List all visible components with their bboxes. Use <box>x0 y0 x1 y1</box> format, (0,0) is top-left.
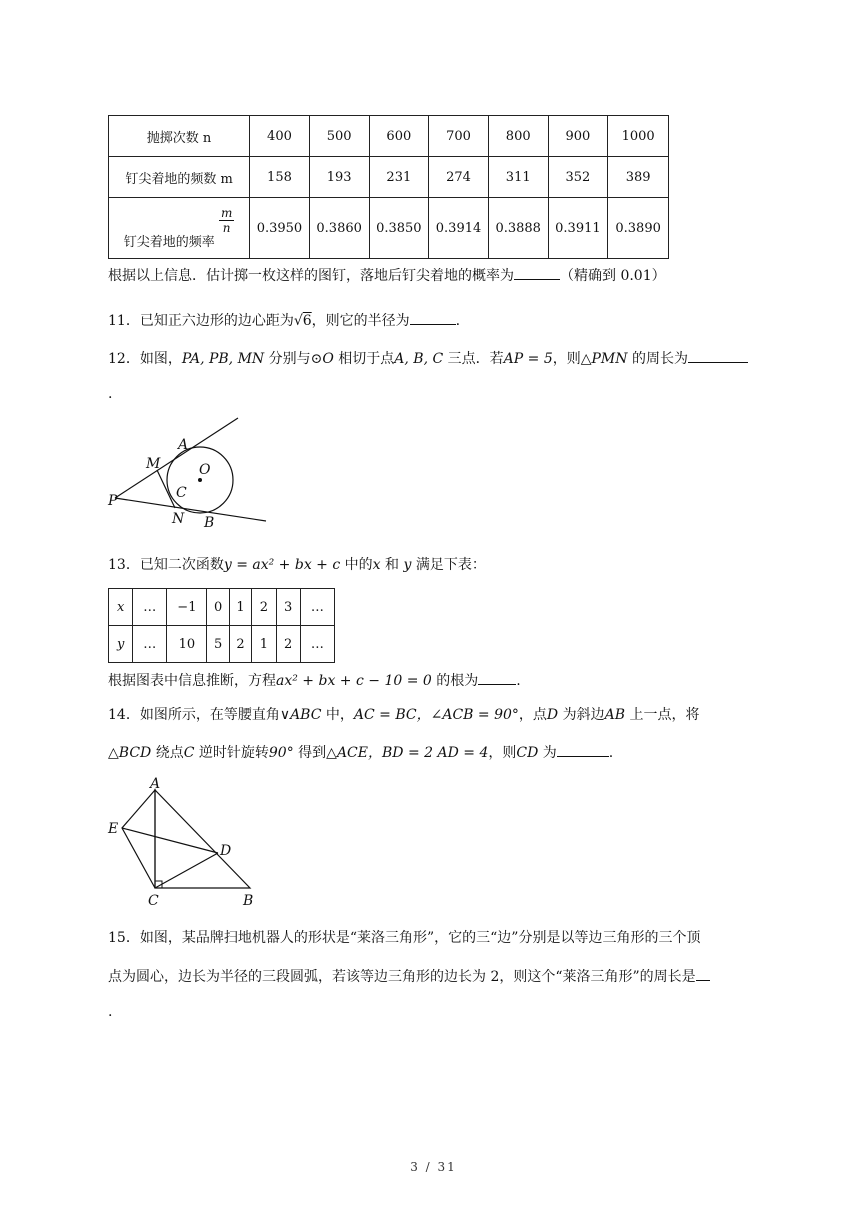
q14-math: AC = BC，∠ACB = 90° <box>353 707 519 723</box>
q13-text: 中的 <box>340 557 373 573</box>
table-cell: 231 <box>369 157 429 198</box>
q11-end: . <box>455 313 461 329</box>
table-cell: 700 <box>429 116 489 157</box>
table-cell: … <box>300 589 334 626</box>
q12-text: 12．如图， <box>108 351 182 367</box>
xy-value-table <box>108 588 335 663</box>
fraction-numerator: m <box>220 206 233 220</box>
q10-after: （精确到 0.01） <box>560 268 666 284</box>
table-cell: 2 <box>252 589 276 626</box>
answer-blank <box>410 310 456 325</box>
table-cell: 158 <box>250 157 310 198</box>
table-cell: 400 <box>250 116 310 157</box>
label-a: A <box>178 437 189 453</box>
fraction <box>219 206 234 235</box>
table-cell: 389 <box>608 157 669 198</box>
answer-blank <box>557 742 609 757</box>
segment-cd <box>155 853 218 888</box>
q14-math: 90° <box>268 745 294 761</box>
table-cell: … <box>300 626 334 663</box>
q14-math: ∨ABC <box>279 707 322 723</box>
q12-end: . <box>108 386 113 402</box>
tangent-circle-figure <box>100 410 280 535</box>
q12-text: 相切于点 <box>333 351 395 367</box>
rotation-triangle-figure <box>100 775 270 910</box>
q14-math: AB <box>604 707 625 723</box>
q12-text: 的周长为 <box>627 351 688 367</box>
row-label: 钉尖着地的频率 <box>123 235 215 250</box>
table-cell <box>109 198 250 259</box>
q14-end: . <box>608 745 614 761</box>
table-cell: 800 <box>488 116 548 157</box>
label-e: E <box>108 821 119 837</box>
q12-math: △PMN <box>580 351 628 367</box>
q13-tail <box>108 670 521 691</box>
question-14-line2 <box>108 742 613 763</box>
question-13 <box>108 555 486 575</box>
q14-math: △BCD <box>108 745 152 761</box>
sqrt-radicand: 6 <box>302 313 312 329</box>
table-cell: 0.3888 <box>488 198 548 259</box>
table-cell: 500 <box>309 116 369 157</box>
table-cell: x <box>109 589 133 626</box>
table-cell: y <box>109 626 133 663</box>
label-m: M <box>146 456 161 472</box>
q13-math: y = ax² + bx + c <box>223 557 341 573</box>
table-cell: 0.3914 <box>429 198 489 259</box>
q13-text: 和 <box>380 557 404 573</box>
table-cell: 0.3890 <box>608 198 669 259</box>
table-cell: 1 <box>252 626 276 663</box>
table-cell: 0.3860 <box>309 198 369 259</box>
q14-text: 上一点，将 <box>625 707 700 723</box>
label-b: B <box>204 515 215 531</box>
page-number: 3 / 31 <box>410 1160 457 1174</box>
tangent-line-pb <box>115 498 266 521</box>
sqrt-expression: √6 <box>293 313 312 329</box>
label-c: C <box>176 485 187 501</box>
label-d: D <box>220 843 232 859</box>
answer-blank <box>696 966 710 981</box>
q12-math: AP = 5 <box>503 351 553 367</box>
label-n: N <box>172 511 185 527</box>
q13-math: y <box>403 557 412 573</box>
table-cell: … <box>133 626 167 663</box>
q14-text: 中， <box>321 707 354 723</box>
frequency-table <box>108 115 669 259</box>
answer-blank <box>688 348 748 363</box>
question-15-line2 <box>108 966 710 987</box>
q14-text: ，点 <box>518 707 547 723</box>
q12-math: ⊙O <box>310 351 334 367</box>
label-o: O <box>199 462 211 478</box>
q12-text: 三点．若 <box>443 351 504 367</box>
table-cell: 1 <box>229 589 251 626</box>
table-cell: 352 <box>548 157 608 198</box>
q10-text: 根据以上信息．估计掷一枚这样的图钉，落地后钉尖着地的概率为 <box>108 268 514 284</box>
q11-text-b: ，则它的半径为 <box>311 313 410 329</box>
table-cell: 311 <box>488 157 548 198</box>
table-cell: 抛掷次数 n <box>109 116 250 157</box>
q13-text: 满足下表： <box>411 557 486 573</box>
question-11 <box>108 310 460 331</box>
tangent-line-mn <box>157 470 175 508</box>
q13-text: 13．已知二次函数 <box>108 557 224 573</box>
table-cell: 193 <box>309 157 369 198</box>
q14-text: 绕点 <box>151 745 184 761</box>
q13-tail-text: 根据图表中信息推断，方程 <box>108 673 276 689</box>
q14-text: 得到 <box>293 745 327 761</box>
table-cell: 900 <box>548 116 608 157</box>
table-row <box>109 157 669 198</box>
q14-text: 14．如图所示，在等腰直角 <box>108 707 280 723</box>
q11-text-a: 11．已知正六边形的边心距为 <box>108 313 294 329</box>
table-cell: 2 <box>229 626 251 663</box>
table-cell: 0.3950 <box>250 198 310 259</box>
q15-text: 点为圆心，边长为半径的三段圆弧，若该等边三角形的边长为 2，则这个“莱洛三角形”的周长是 <box>108 969 696 985</box>
table-cell: −1 <box>167 589 207 626</box>
q14-text: 为斜边 <box>558 707 605 723</box>
q12-math: A, B, C <box>394 351 444 367</box>
q14-math: △ACE，BD = 2 AD = 4 <box>326 745 489 761</box>
center-point <box>198 478 202 482</box>
table-row <box>109 589 335 626</box>
table-row <box>109 626 335 663</box>
answer-blank <box>514 265 560 280</box>
q12-text: 分别与 <box>264 351 311 367</box>
label-a: A <box>150 776 161 792</box>
q14-text: ，则 <box>488 745 517 761</box>
table-cell: 0 <box>207 589 229 626</box>
q14-math: C <box>183 745 195 761</box>
q15-end: . <box>108 1004 113 1020</box>
q14-math: CD <box>516 745 539 761</box>
q12-math: PA, PB, MN <box>181 351 265 367</box>
q13-tail-end: . <box>516 673 521 689</box>
q12-text: ，则 <box>552 351 581 367</box>
triangle-acb <box>155 790 250 888</box>
q14-math: D <box>546 707 559 723</box>
table-cell: 2 <box>276 626 300 663</box>
fraction-denominator: n <box>222 221 231 235</box>
q13-tail-text: 的根为 <box>431 673 479 689</box>
table-cell: 钉尖着地的频数 m <box>109 157 250 198</box>
label-b: B <box>243 893 254 909</box>
table-cell: 3 <box>276 589 300 626</box>
table-cell: 274 <box>429 157 489 198</box>
table-cell: 1000 <box>608 116 669 157</box>
table-row <box>109 198 669 259</box>
q13-math: x <box>372 557 381 573</box>
table-cell: 5 <box>207 626 229 663</box>
answer-blank <box>478 670 516 685</box>
table-row <box>109 116 669 157</box>
label-c: C <box>148 893 159 909</box>
table-cell: 0.3850 <box>369 198 429 259</box>
table-cell: 600 <box>369 116 429 157</box>
q10-tail <box>108 265 666 286</box>
table-cell: … <box>133 589 167 626</box>
q14-text: 逆时针旋转 <box>194 745 269 761</box>
table-cell: 0.3911 <box>548 198 608 259</box>
label-p: P <box>108 493 118 509</box>
question-12 <box>108 348 748 369</box>
q13-tail-math: ax² + bx + c − 10 = 0 <box>276 673 432 689</box>
question-14-line1 <box>108 705 699 725</box>
q14-text: 为 <box>538 745 557 761</box>
table-cell: 10 <box>167 626 207 663</box>
triangle-ace <box>122 790 155 888</box>
question-15-line1: 15．如图，某品牌扫地机器人的形状是“莱洛三角形”，它的三“边”分别是以等边三角形的三个顶 <box>108 930 701 946</box>
